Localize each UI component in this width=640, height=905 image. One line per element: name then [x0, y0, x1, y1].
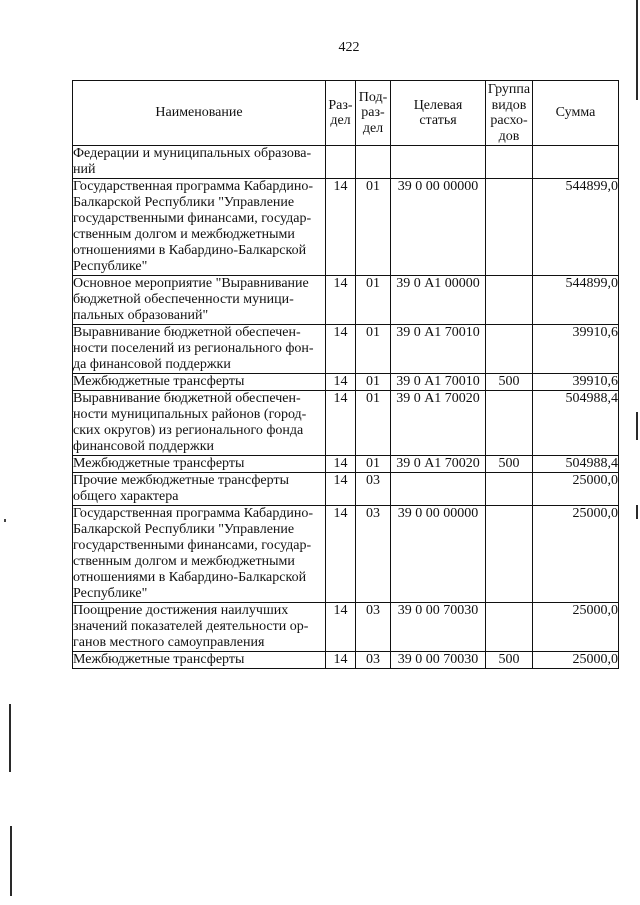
amount-cell [533, 146, 619, 179]
amount-cell: 544899,0 [533, 179, 619, 276]
scan-speck [4, 519, 6, 522]
subsection-cell [356, 146, 391, 179]
section-cell [326, 146, 356, 179]
target-article-cell: 39 0 А1 70010 [391, 325, 486, 374]
subsection-cell: 03 [356, 506, 391, 603]
scan-edge-mark [636, 505, 638, 519]
target-article-cell: 39 0 А1 00000 [391, 276, 486, 325]
subsection-cell: 03 [356, 652, 391, 669]
table-row [73, 391, 619, 456]
header-subsection: Под- раз- дел [356, 81, 391, 146]
table-row [73, 652, 619, 669]
subsection-cell: 01 [356, 179, 391, 276]
name-cell: Выравнивание бюджетной обеспечен- ности муниципальных районов (город- ских округов) из регионального фонда финансовой поддержки [73, 391, 326, 456]
amount-cell: 39910,6 [533, 325, 619, 374]
header-name: Наименование [73, 81, 326, 146]
section-cell: 14 [326, 473, 356, 506]
name-cell: Основное мероприятие "Выравнивание бюджетной обеспеченности муници- пальных образований" [73, 276, 326, 325]
target-article-cell: 39 0 А1 70010 [391, 374, 486, 391]
amount-cell: 504988,4 [533, 391, 619, 456]
subsection-cell: 01 [356, 456, 391, 473]
section-cell: 14 [326, 325, 356, 374]
scan-edge-mark [636, 0, 638, 100]
section-cell: 14 [326, 456, 356, 473]
expense-group-cell: 500 [486, 652, 533, 669]
name-cell: Государственная программа Кабардино- Балкарской Республики "Управление государственными финансами, государ- ственным долгом и межбюджетными отношениями в Кабардино-Балкарской Республике" [73, 506, 326, 603]
expense-group-cell [486, 473, 533, 506]
table-row [73, 276, 619, 325]
table-row [73, 506, 619, 603]
section-cell: 14 [326, 603, 356, 652]
name-cell: Прочие межбюджетные трансферты общего характера [73, 473, 326, 506]
amount-cell: 25000,0 [533, 652, 619, 669]
name-cell: Межбюджетные трансферты [73, 652, 326, 669]
budget-table [72, 80, 619, 669]
amount-cell: 544899,0 [533, 276, 619, 325]
header-expense-group: Группа видов расхо- дов [486, 81, 533, 146]
header-section: Раз- дел [326, 81, 356, 146]
expense-group-cell [486, 325, 533, 374]
section-cell: 14 [326, 652, 356, 669]
subsection-cell: 01 [356, 374, 391, 391]
section-cell: 14 [326, 391, 356, 456]
expense-group-cell [486, 391, 533, 456]
subsection-cell: 03 [356, 473, 391, 506]
section-cell: 14 [326, 179, 356, 276]
amount-cell: 25000,0 [533, 473, 619, 506]
scan-edge-mark [636, 412, 638, 440]
section-cell: 14 [326, 374, 356, 391]
page-number: 422 [338, 40, 360, 55]
amount-cell: 39910,6 [533, 374, 619, 391]
target-article-cell: 39 0 00 00000 [391, 506, 486, 603]
expense-group-cell [486, 179, 533, 276]
expense-group-cell [486, 276, 533, 325]
expense-group-cell: 500 [486, 374, 533, 391]
table-row [73, 374, 619, 391]
name-cell: Выравнивание бюджетной обеспечен- ности поселений из регионального фон- да финансовой поддержки [73, 325, 326, 374]
name-cell: Межбюджетные трансферты [73, 456, 326, 473]
header-amount: Сумма [533, 81, 619, 146]
target-article-cell: 39 0 00 00000 [391, 179, 486, 276]
table-row [73, 603, 619, 652]
subsection-cell: 03 [356, 603, 391, 652]
scan-edge-mark [10, 826, 12, 896]
table-row [73, 179, 619, 276]
target-article-cell: 39 0 А1 70020 [391, 456, 486, 473]
table-row [73, 325, 619, 374]
name-cell: Межбюджетные трансферты [73, 374, 326, 391]
target-article-cell [391, 473, 486, 506]
scan-edge-mark [9, 704, 11, 772]
header-row [73, 81, 619, 146]
table-row [73, 456, 619, 473]
amount-cell: 25000,0 [533, 603, 619, 652]
amount-cell: 25000,0 [533, 506, 619, 603]
name-cell: Поощрение достижения наилучших значений показателей деятельности ор- ганов местного самоуправления [73, 603, 326, 652]
expense-group-cell [486, 603, 533, 652]
name-cell: Государственная программа Кабардино- Балкарской Республики "Управление государственными финансами, государ- ственным долгом и межбюджетными отношениями в Кабардино-Балкарской Республике" [73, 179, 326, 276]
subsection-cell: 01 [356, 391, 391, 456]
expense-group-cell [486, 506, 533, 603]
table-row [73, 146, 619, 179]
target-article-cell: 39 0 00 70030 [391, 603, 486, 652]
expense-group-cell [486, 146, 533, 179]
subsection-cell: 01 [356, 325, 391, 374]
section-cell: 14 [326, 276, 356, 325]
header-target-article: Целевая статья [391, 81, 486, 146]
target-article-cell: 39 0 А1 70020 [391, 391, 486, 456]
name-cell: Федерации и муниципальных образова- ний [73, 146, 326, 179]
target-article-cell [391, 146, 486, 179]
target-article-cell: 39 0 00 70030 [391, 652, 486, 669]
expense-group-cell: 500 [486, 456, 533, 473]
section-cell: 14 [326, 506, 356, 603]
table-row [73, 473, 619, 506]
subsection-cell: 01 [356, 276, 391, 325]
amount-cell: 504988,4 [533, 456, 619, 473]
